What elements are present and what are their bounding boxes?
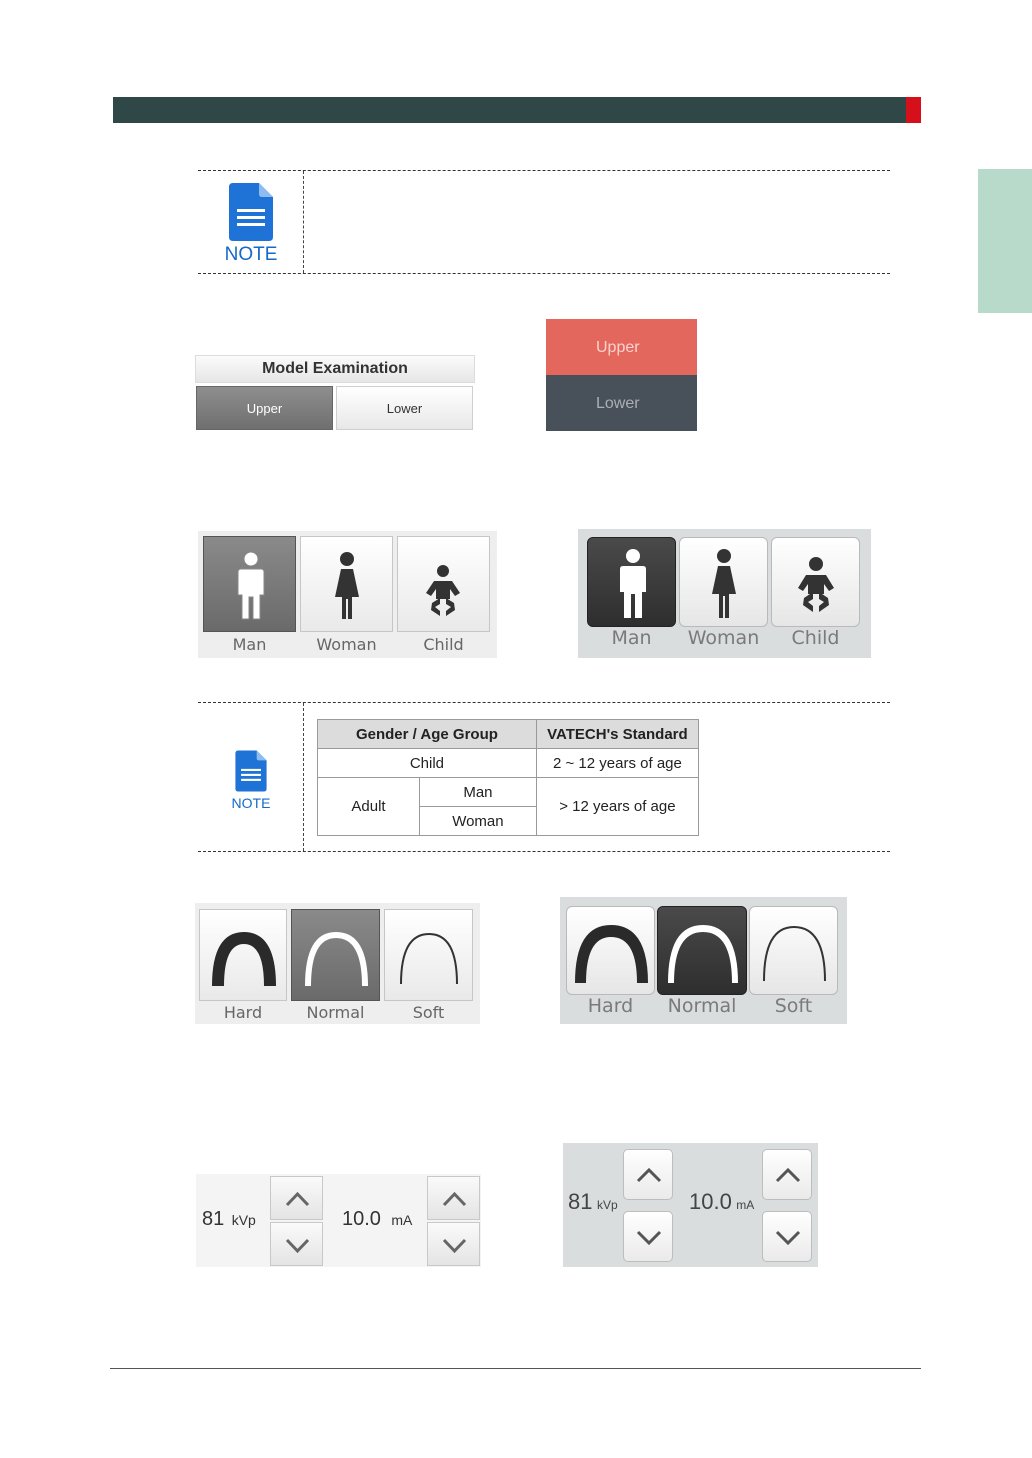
table-cell: Woman xyxy=(420,807,537,836)
kvp-down-button[interactable] xyxy=(270,1222,323,1266)
ma-up-button[interactable] xyxy=(427,1176,480,1220)
hard-arch-icon xyxy=(200,910,288,1002)
woman-icon xyxy=(680,538,769,628)
ma-value-alt: 10.0 xyxy=(689,1189,732,1214)
note-document-icon xyxy=(227,181,275,243)
soft-button-alt[interactable] xyxy=(749,906,838,995)
ma-up-button-alt[interactable] xyxy=(762,1149,812,1200)
kvp-unit: kVp xyxy=(231,1212,256,1228)
table-cell: > 12 years of age xyxy=(536,778,698,836)
footer-rule xyxy=(110,1368,921,1369)
man-button[interactable] xyxy=(203,536,296,632)
child-button[interactable] xyxy=(397,536,490,632)
model-examination-title: Model Examination xyxy=(195,355,475,383)
child-button-alt[interactable] xyxy=(771,537,860,627)
note-divider xyxy=(303,171,304,273)
man-button-alt[interactable] xyxy=(587,537,676,627)
table-cell: 2 ~ 12 years of age xyxy=(536,749,698,778)
soft-arch-icon xyxy=(750,907,839,996)
note-label: NOTE xyxy=(224,244,278,265)
normal-arch-icon xyxy=(658,907,748,996)
chevron-up-icon xyxy=(624,1150,674,1201)
hard-label-alt: Hard xyxy=(587,995,634,1017)
soft-arch-icon xyxy=(385,910,474,1002)
woman-label-alt: Woman xyxy=(687,627,760,649)
ma-unit-alt: mA xyxy=(736,1198,755,1212)
normal-label: Normal xyxy=(306,1003,365,1022)
chevron-down-icon xyxy=(763,1212,813,1263)
table-cell: Man xyxy=(420,778,537,807)
table-header: Gender / Age Group xyxy=(318,720,537,749)
hard-label: Hard xyxy=(223,1003,263,1022)
table-header-row xyxy=(318,720,699,749)
upper-button-alt[interactable]: Upper xyxy=(546,319,697,375)
woman-icon xyxy=(301,537,394,633)
note-document-icon xyxy=(234,749,268,793)
kvp-unit-alt: kVp xyxy=(596,1198,618,1212)
normal-button-alt[interactable] xyxy=(657,906,747,995)
soft-label: Soft xyxy=(412,1003,445,1022)
child-label-alt: Child xyxy=(791,627,840,649)
header-bar xyxy=(113,97,906,123)
normal-arch-icon xyxy=(292,910,381,1002)
hard-button-alt[interactable] xyxy=(566,906,655,995)
header-accent xyxy=(906,97,921,123)
note-box-2 xyxy=(198,702,890,852)
arch-type-panel xyxy=(195,903,480,1024)
chevron-up-icon xyxy=(271,1177,324,1221)
child-icon xyxy=(772,538,861,628)
ma-unit: mA xyxy=(391,1212,413,1228)
man-label: Man xyxy=(232,635,267,654)
man-label-alt: Man xyxy=(611,627,652,649)
table-row xyxy=(318,749,699,778)
soft-button[interactable] xyxy=(384,909,473,1001)
kvp-down-button-alt[interactable] xyxy=(623,1211,673,1262)
woman-button[interactable] xyxy=(300,536,393,632)
normal-label-alt: Normal xyxy=(667,995,737,1017)
kvp-up-button[interactable] xyxy=(270,1176,323,1220)
kvp-value: 81 xyxy=(202,1208,225,1230)
note-icon-group xyxy=(216,181,286,266)
ma-readout xyxy=(342,1208,412,1231)
kvp-readout xyxy=(202,1208,256,1231)
soft-label-alt: Soft xyxy=(774,995,813,1017)
hard-arch-icon xyxy=(567,907,656,996)
table-cell: Child xyxy=(318,749,537,778)
chevron-up-icon xyxy=(428,1177,481,1221)
chevron-down-icon xyxy=(428,1223,481,1267)
note-icon-group xyxy=(222,749,280,811)
ma-down-button-alt[interactable] xyxy=(762,1211,812,1262)
age-group-table xyxy=(317,719,699,836)
table-header: VATECH's Standard xyxy=(536,720,698,749)
lower-button[interactable]: Lower xyxy=(336,386,473,430)
kvp-up-button-alt[interactable] xyxy=(623,1149,673,1200)
man-icon xyxy=(588,538,677,628)
ma-down-button[interactable] xyxy=(427,1222,480,1266)
normal-button[interactable] xyxy=(291,909,380,1001)
arch-type-panel-alt xyxy=(560,897,847,1024)
exposure-panel xyxy=(196,1174,481,1267)
upper-button[interactable]: Upper xyxy=(196,386,333,430)
kvp-readout-alt xyxy=(568,1189,618,1215)
note-box-1 xyxy=(198,170,890,274)
lower-button-alt[interactable]: Lower xyxy=(546,375,697,431)
chevron-down-icon xyxy=(271,1223,324,1267)
child-icon xyxy=(398,537,491,633)
child-label: Child xyxy=(423,635,464,654)
exposure-panel-alt xyxy=(563,1143,818,1267)
patient-type-panel xyxy=(198,531,497,658)
kvp-value-alt: 81 xyxy=(568,1189,593,1214)
model-examination-panel xyxy=(195,355,475,431)
woman-button-alt[interactable] xyxy=(679,537,768,627)
chapter-side-tab xyxy=(978,169,1032,313)
woman-label: Woman xyxy=(316,635,377,654)
ma-readout-alt xyxy=(689,1189,754,1215)
table-row xyxy=(318,778,699,807)
chevron-down-icon xyxy=(624,1212,674,1263)
hard-button[interactable] xyxy=(199,909,287,1001)
note-divider xyxy=(303,703,304,851)
ma-value: 10.0 xyxy=(342,1208,381,1230)
note-label: NOTE xyxy=(231,795,271,811)
table-cell: Adult xyxy=(318,778,420,836)
chevron-up-icon xyxy=(763,1150,813,1201)
patient-type-panel-alt xyxy=(578,529,871,658)
man-icon xyxy=(204,537,297,633)
